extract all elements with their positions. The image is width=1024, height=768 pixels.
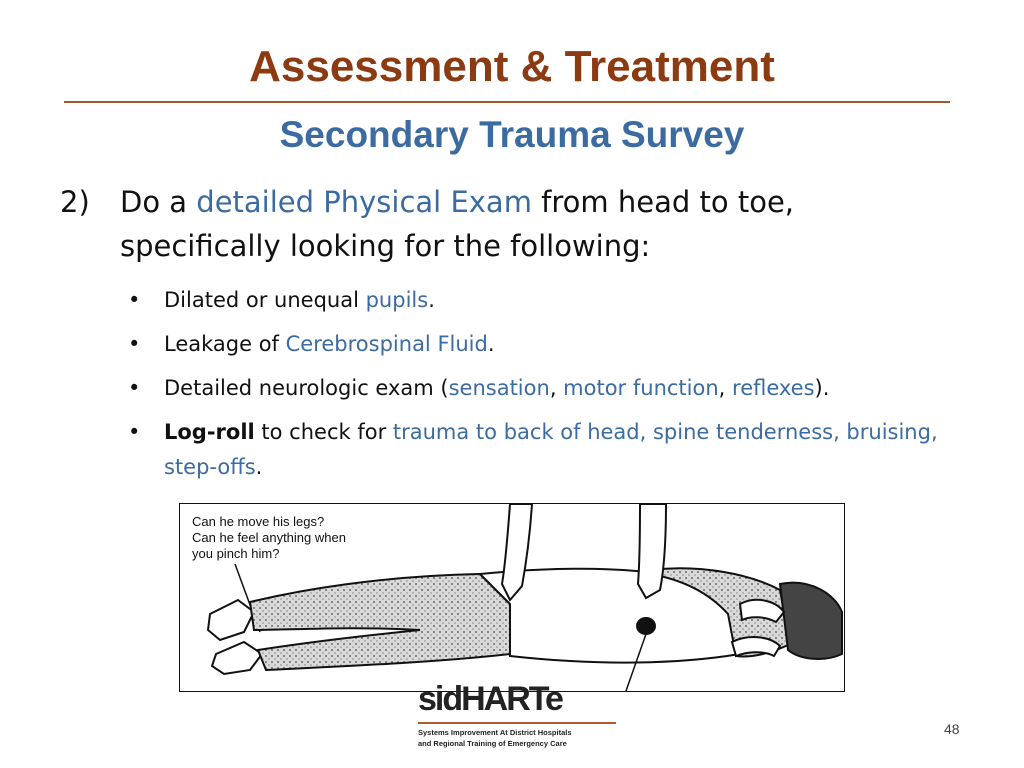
bullet-text: Detailed neurologic exam (	[164, 376, 449, 400]
bullet-dot-icon: •	[128, 420, 141, 444]
logo-tagline: and Regional Training of Emergency Care	[418, 739, 567, 748]
slide-subtitle: Secondary Trauma Survey	[279, 114, 745, 155]
figure-caption-line: Can he move his legs?	[192, 514, 325, 529]
bullet-item-pupils	[128, 283, 978, 318]
point-text-after: from head to toe, specifically looking for the following:	[120, 185, 795, 263]
point-number: 2)	[60, 185, 90, 219]
bullet-item-csf	[128, 327, 978, 362]
bullet-text: ).	[814, 376, 830, 400]
bullet-text: .	[487, 332, 495, 356]
numbered-point	[60, 180, 960, 268]
bullet-dot-icon: •	[128, 332, 141, 356]
sidharte-logo	[418, 680, 618, 754]
figure-caption-line: Can he feel anything when	[192, 530, 346, 545]
figure-caption-line: you pinch him?	[192, 546, 280, 561]
title-divider	[64, 101, 950, 103]
bullet-list	[128, 283, 978, 494]
bullet-highlight: reflexes	[732, 376, 815, 400]
bullet-highlight: pupils	[365, 288, 429, 312]
bullet-text: ,	[549, 376, 564, 400]
bullet-text: Dilated or unequal	[164, 288, 366, 312]
log-roll-drawing	[180, 504, 844, 691]
bullet-highlight: Cerebrospinal Fluid	[285, 332, 488, 356]
bullet-highlight: trauma to back of head, spine tenderness, bruising, step-offs	[164, 420, 938, 479]
bullet-item-neuro-exam	[128, 371, 978, 406]
logo-divider	[418, 722, 616, 724]
bullet-dot-icon: •	[128, 376, 141, 400]
point-text-before: Do a	[120, 185, 197, 219]
bullet-highlight: motor function	[563, 376, 719, 400]
bullet-dot-icon: •	[128, 288, 141, 312]
logo-tagline: Systems Improvement At District Hospitals	[418, 728, 572, 737]
point-highlight: detailed Physical Exam	[196, 185, 532, 219]
bullet-highlight: sensation	[448, 376, 550, 400]
slide-title: Assessment & Treatment	[249, 42, 775, 91]
logo-wordmark: sidHARTe	[418, 680, 562, 718]
bullet-text: Leakage of	[164, 332, 286, 356]
log-roll-illustration	[179, 503, 845, 692]
bullet-text: .	[255, 455, 263, 479]
bullet-text: to check for	[254, 420, 393, 444]
bullet-text: .	[428, 288, 435, 312]
bullet-bold: Log-roll	[164, 420, 255, 444]
bullet-item-log-roll	[128, 415, 978, 485]
point-text	[120, 180, 960, 268]
bullet-text: ,	[718, 376, 733, 400]
page-number: 48	[944, 721, 960, 737]
